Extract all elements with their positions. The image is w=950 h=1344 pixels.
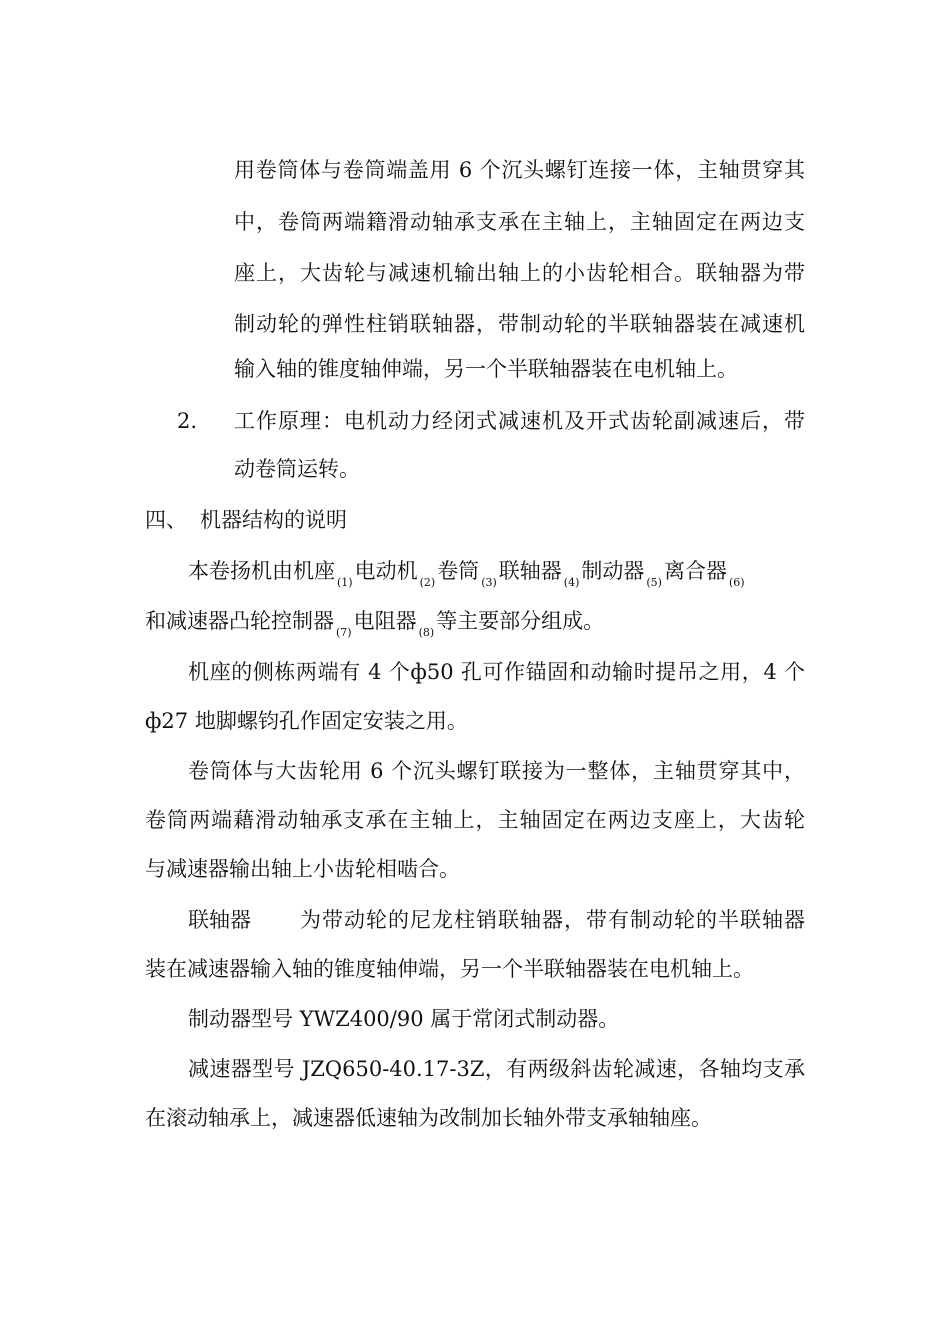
- ref-number: (2): [419, 576, 436, 589]
- coupling-line-1: 为带动轮的尼龙柱销联轴器，带有制动轮的半联轴器: [300, 908, 805, 932]
- drum-line-3: 与减速器输出轴上小齿轮相啮合。: [145, 857, 460, 881]
- base-line-2: ф27 地脚螺钧孔作固定安装之用。: [145, 709, 468, 733]
- drum-line-1: 卷筒体与大齿轮用 6 个沉头螺钉联接为一整体，主轴贯穿其中，: [188, 759, 805, 783]
- para1-line-2: 中，卷筒两端籍滑动轴承支承在主轴上，主轴固定在两边支: [234, 210, 805, 234]
- para1-line-1: 用卷筒体与卷筒端盖用 6 个沉头螺钉连接一体，主轴贯穿其: [234, 158, 805, 182]
- para1-line-4: 制动轮的弹性柱销联轴器，带制动轮的半联轴器装在减速机: [234, 312, 805, 336]
- composition-line-2: [145, 608, 604, 638]
- item2-line-2: 动卷筒运转。: [234, 457, 360, 481]
- ref-number: (6): [728, 576, 745, 589]
- composition-part: 离合器: [663, 559, 727, 583]
- reducer-line-1: 减速器型号 JZQ650-40.17-3Z，有两级斜齿轮减速，各轴均支承: [188, 1057, 805, 1081]
- ref-number: (1): [337, 576, 353, 589]
- ref-number: (8): [418, 626, 435, 639]
- composition-part: 联轴器: [498, 559, 562, 583]
- para1-line-5: 输入轴的锥度轴伸端，另一个半联轴器装在电机轴上。: [234, 357, 738, 381]
- composition-part: 制动器: [581, 559, 645, 583]
- reducer-line-2: 在滚动轴承上，减速器低速轴为改制加长轴外带支承轴轴座。: [145, 1106, 712, 1130]
- para1-line-3: 座上，大齿轮与减速机输出轴上的小齿轮相合。联轴器为带: [234, 261, 805, 285]
- coupling-label: 联轴器: [188, 908, 251, 932]
- composition-line-1: [188, 558, 747, 588]
- composition-part: 和减速器凸轮控制器: [145, 609, 334, 633]
- section-number: 四、: [145, 508, 187, 532]
- ref-number: (5): [646, 576, 662, 589]
- coupling-line-2: 装在减速器输入轴的锥度轴伸端，另一个半联轴器装在电机轴上。: [145, 957, 754, 981]
- composition-part: 卷筒: [437, 559, 480, 583]
- brake-line: 制动器型号 YWZ400/90 属于常闭式制动器。: [188, 1007, 620, 1031]
- section-title: 机器结构的说明: [200, 508, 347, 532]
- composition-part: 本卷扬机由机座: [188, 559, 335, 583]
- base-line-1: 机座的侧栋两端有 4 个ф50 孔可作锚固和动输时提吊之用，4 个: [188, 660, 805, 684]
- ref-number: (4): [563, 576, 580, 589]
- item2-line-1: 工作原理：电机动力经闭式减速机及开式齿轮副减速后，带: [234, 409, 805, 433]
- ref-number: (7): [336, 626, 352, 639]
- composition-part: 等主要部分组成。: [436, 609, 605, 633]
- composition-part: 电阻器: [353, 609, 417, 633]
- composition-part: 电动机: [354, 559, 418, 583]
- ref-number: (3): [481, 576, 497, 589]
- drum-line-2: 卷筒两端藉滑动轴承支承在主轴上，主轴固定在两边支座上，大齿轮: [145, 808, 805, 832]
- item-number-2: 2.: [177, 409, 198, 433]
